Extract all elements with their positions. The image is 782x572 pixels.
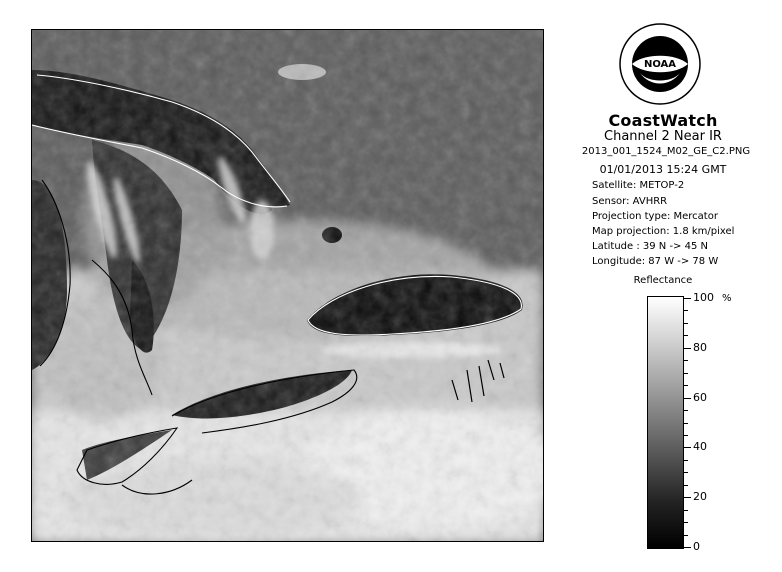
- legend-tick-label: 40: [693, 440, 707, 453]
- logo-text: NOAA: [643, 59, 677, 70]
- legend-major-tick: [684, 398, 691, 399]
- reflectance-colorbar: [647, 296, 684, 549]
- legend-tick-label: 20: [693, 490, 707, 503]
- legend-major-tick: [684, 547, 691, 548]
- legend-minor-tick: [684, 310, 688, 311]
- satellite-image: [31, 29, 544, 542]
- satellite-info: Satellite: METOP-2: [592, 180, 685, 191]
- page-title: CoastWatch: [608, 111, 718, 130]
- channel-subtitle: Channel 2 Near IR: [604, 129, 722, 144]
- legend-major-tick: [684, 348, 691, 349]
- latitude-range: Latitude : 39 N -> 45 N: [592, 241, 708, 252]
- legend-major-tick: [684, 497, 691, 498]
- legend-minor-tick: [684, 472, 688, 473]
- legend-tick-label: 100: [693, 291, 714, 304]
- legend-tick-label: 0: [693, 540, 700, 553]
- legend-minor-tick: [684, 435, 688, 436]
- map-projection: Map projection: 1.8 km/pixel: [592, 226, 735, 237]
- legend-minor-tick: [684, 423, 688, 424]
- legend-minor-tick: [684, 510, 688, 511]
- legend-title: Reflectance: [633, 275, 693, 286]
- legend-minor-tick: [684, 535, 688, 536]
- longitude-range: Longitude: 87 W -> 78 W: [592, 256, 719, 267]
- legend-minor-tick: [684, 323, 688, 324]
- legend-tick-label: 80: [693, 341, 707, 354]
- legend-minor-tick: [684, 485, 688, 486]
- acquisition-datetime: 01/01/2013 15:24 GMT: [599, 163, 727, 176]
- file-name: 2013_001_1524_M02_GE_C2.PNG: [581, 146, 751, 157]
- legend-minor-tick: [684, 385, 688, 386]
- legend-minor-tick: [684, 360, 688, 361]
- noaa-logo: [618, 17, 702, 111]
- legend-major-tick: [684, 298, 691, 299]
- legend-tick-label: 60: [693, 391, 707, 404]
- legend-minor-tick: [684, 373, 688, 374]
- legend-minor-tick: [684, 410, 688, 411]
- legend-minor-tick: [684, 460, 688, 461]
- legend-minor-tick: [684, 522, 688, 523]
- sensor-info: Sensor: AVHRR: [592, 196, 668, 207]
- legend-unit: %: [722, 293, 732, 304]
- legend-minor-tick: [684, 335, 688, 336]
- legend-major-tick: [684, 447, 691, 448]
- projection-type: Projection type: Mercator: [592, 211, 718, 222]
